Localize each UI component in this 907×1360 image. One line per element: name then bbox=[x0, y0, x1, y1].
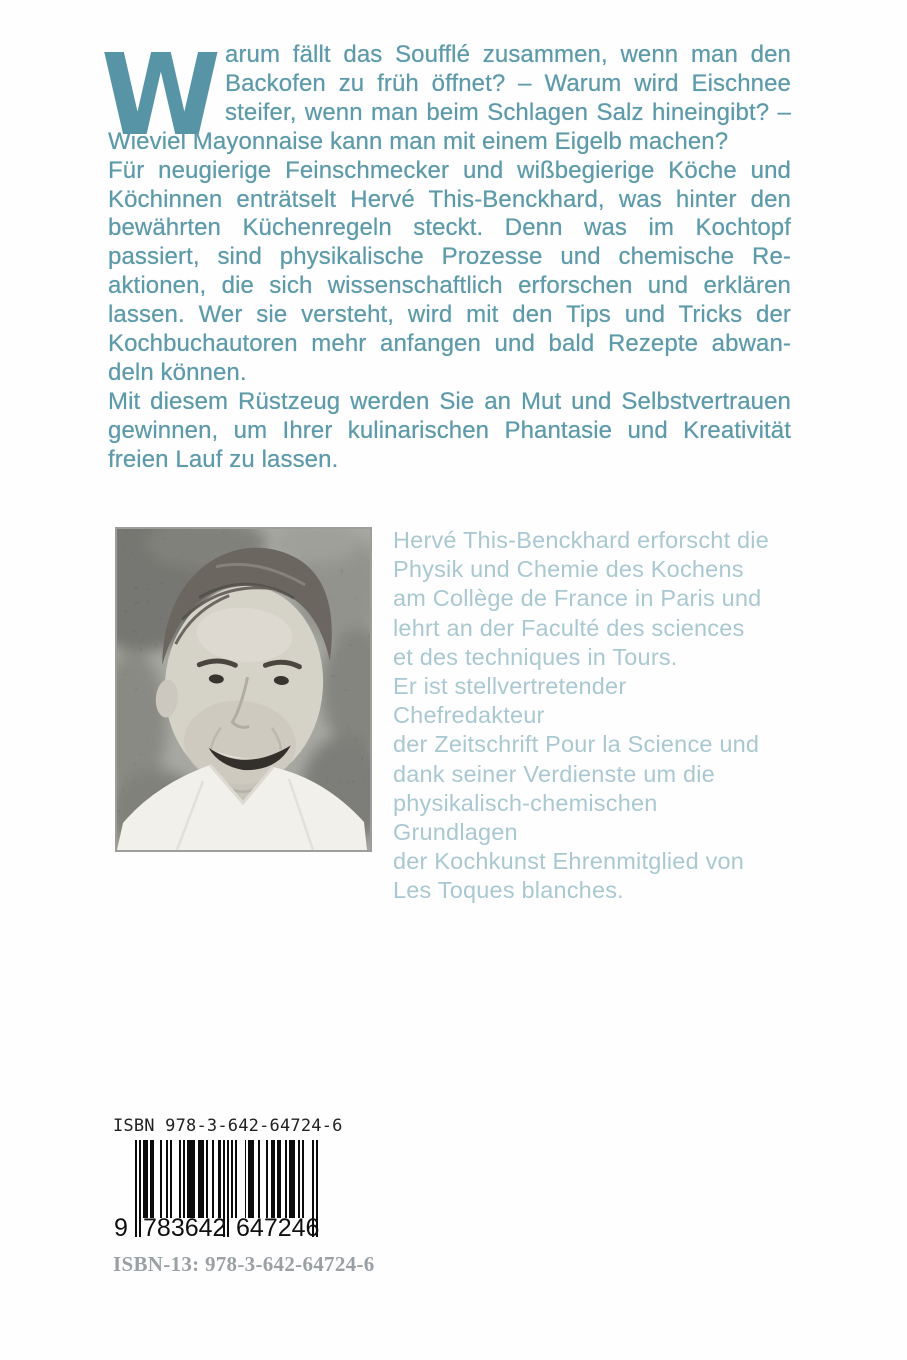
synopsis-line: Mit diesem Rüstzeug werden Sie an Mut und Selbstvertrauen bbox=[108, 387, 791, 415]
isbn-label: ISBN 978-3-642-64724-6 bbox=[113, 1116, 343, 1136]
bio-line: am Collège de France in Paris und bbox=[393, 585, 762, 612]
synopsis-line: lassen. Wer sie versteht, wird mit den Tips und Tricks der bbox=[108, 301, 791, 329]
dropcap-w: W bbox=[101, 31, 221, 161]
barcode-digit: 6 bbox=[236, 1214, 250, 1242]
synopsis-line: steifer, wenn man beim Schlagen Salz hineingibt? – bbox=[225, 98, 791, 126]
isbn-block bbox=[113, 1116, 373, 1277]
synopsis-line: Wieviel Mayonnaise kann man mit einem Eigelb machen? bbox=[108, 127, 729, 155]
bio-line: der Kochkunst Ehrenmitglied von bbox=[393, 848, 745, 875]
barcode-digit: 7 bbox=[143, 1214, 157, 1242]
barcode-digit: 6 bbox=[305, 1214, 320, 1242]
bio-line: et des techniques in Tours. bbox=[393, 643, 678, 670]
barcode-digit: 4 bbox=[249, 1214, 264, 1242]
barcode-digit: 8 bbox=[156, 1214, 171, 1242]
author-photo bbox=[115, 527, 372, 852]
barcode-digit-group-right bbox=[236, 1214, 320, 1243]
synopsis-line: arum fällt das Soufflé zusammen, wenn man den bbox=[225, 41, 791, 68]
barcode-digit: 4 bbox=[198, 1214, 213, 1242]
author-bio bbox=[393, 526, 773, 906]
bio-line: der Zeitschrift Pour la Science und bbox=[393, 731, 760, 758]
bio-line: physikalisch-chemischen Grundlagen bbox=[393, 789, 658, 846]
barcode-digit: 6 bbox=[184, 1214, 199, 1242]
synopsis-line: bewährten Küchenregeln steckt. Denn was im Kochtopf bbox=[108, 214, 791, 242]
bio-line: Physik und Chemie des Kochens bbox=[393, 556, 744, 583]
bio-line: dank seiner Verdienste um die bbox=[393, 760, 715, 787]
barcode-digit: 2 bbox=[277, 1214, 292, 1242]
barcode-digit-lead: 9 bbox=[114, 1214, 128, 1242]
synopsis-line: freien Lauf zu lassen. bbox=[108, 445, 339, 473]
synopsis-line: Backofen zu früh öffnet? – Warum wird Eischnee bbox=[225, 69, 791, 97]
synopsis-line: Köchinnen enträtselt Hervé This-Benckhard, was hinter den bbox=[108, 185, 791, 213]
synopsis-line: Kochbuchautoren mehr anfangen und bald Rezepte abwan- bbox=[108, 330, 791, 358]
author-photo-image bbox=[117, 529, 370, 850]
bio-line: Les Toques blanches. bbox=[393, 877, 624, 904]
synopsis-line: aktionen, die sich wissenschaftlich erforschen und erklären bbox=[108, 272, 791, 300]
synopsis-line: gewinnen, um Ihrer kulinarischen Phantasie und Kreativität bbox=[108, 416, 791, 444]
synopsis bbox=[101, 31, 791, 475]
isbn13-label: ISBN-13: 978-3-642-64724-6 bbox=[113, 1252, 375, 1276]
synopsis-line: passiert, sind physikalische Prozesse und chemische Re- bbox=[108, 243, 791, 271]
barcode-digit-group-left bbox=[143, 1214, 227, 1243]
synopsis-line: deln können. bbox=[108, 358, 247, 386]
barcode-digit: 7 bbox=[263, 1214, 278, 1242]
synopsis-line: Für neugierige Feinschmecker und wißbegierige Köche und bbox=[108, 156, 791, 184]
ean-barcode bbox=[114, 1140, 373, 1242]
bio-line: lehrt an der Faculté des sciences bbox=[393, 614, 745, 641]
barcode-digit: 4 bbox=[291, 1214, 306, 1242]
barcode-digit: 2 bbox=[212, 1214, 227, 1242]
bio-line: Hervé This-Benckhard erforscht die bbox=[393, 527, 769, 553]
bio-line: Er ist stellvertretender Chefredakteur bbox=[393, 673, 627, 729]
barcode-digits bbox=[114, 1214, 320, 1242]
barcode-digit: 3 bbox=[170, 1214, 185, 1242]
